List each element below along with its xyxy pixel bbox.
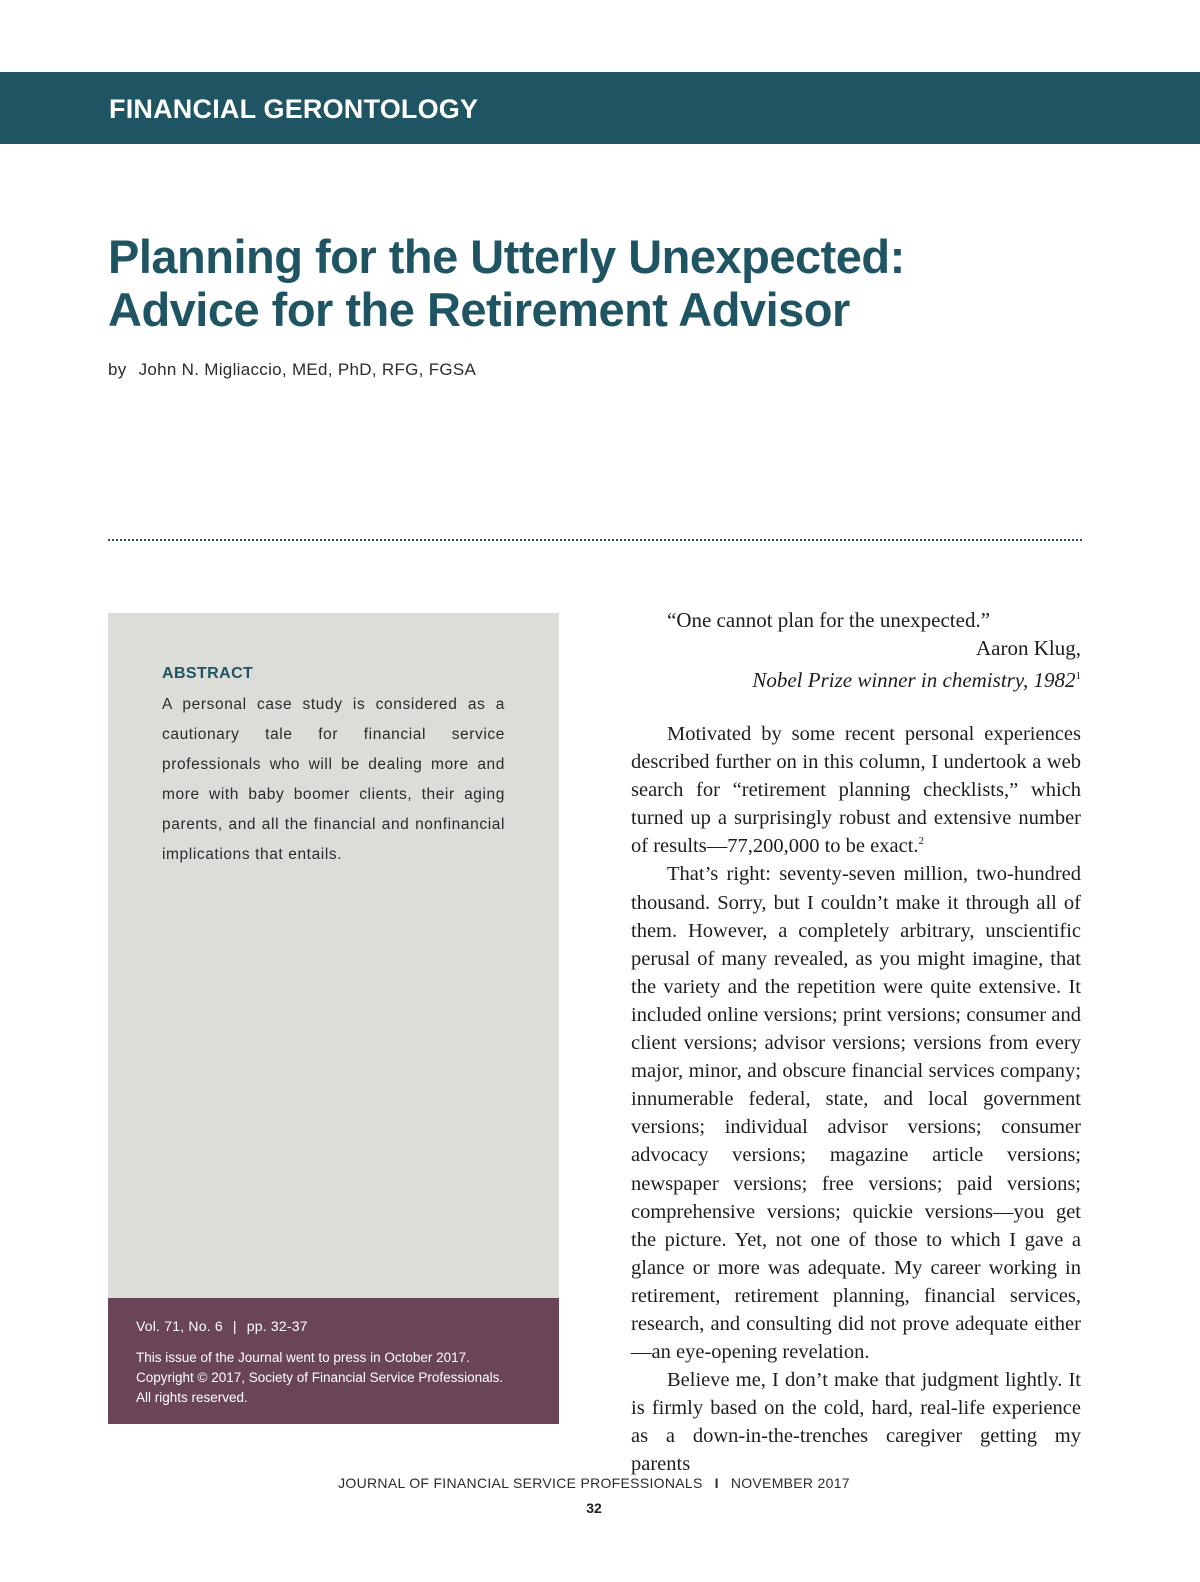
volume-line: [136, 1318, 308, 1334]
article-body: [631, 720, 1081, 1479]
journal-name: JOURNAL OF FINANCIAL SERVICE PROFESSIONALS: [338, 1475, 703, 1491]
article-title-line-2: Advice for the Retirement Advisor: [108, 283, 850, 336]
abstract-text: A personal case study is considered as a cautionary tale for financial service professionals who will be dealing more and more with baby boomer clients, their aging parents, and all the financial and nonfinancial implications that entails.: [162, 696, 505, 863]
page-range: pp. 32-37: [246, 1318, 308, 1334]
page-number: 32: [586, 1500, 602, 1516]
article-title-line-1: Planning for the Utterly Unexpected:: [108, 230, 905, 283]
byline: [108, 360, 476, 380]
issue-date: NOVEMBER 2017: [730, 1475, 850, 1491]
author-name: John N. Migliaccio, MEd, PhD, RFG, FGSA: [138, 360, 477, 379]
press-date-note: This issue of the Journal went to press in October 2017.: [136, 1350, 470, 1365]
section-label: FINANCIAL GERONTOLOGY: [109, 94, 479, 124]
epigraph-attribution-role: [631, 662, 1081, 694]
epigraph-role-text: Nobel Prize winner in chemistry, 1982: [752, 668, 1076, 692]
press-note: [136, 1348, 551, 1408]
dotted-divider: [108, 539, 1082, 541]
footer-separator: I: [714, 1475, 719, 1491]
rights-note: All rights reserved.: [136, 1390, 248, 1405]
body-paragraph-2: That’s right: seventy-seven million, two-hundred thousand. Sorry, but I couldn’t make it through all of them. However, a completely arbitrary, unscientific perusal of many revealed, as you might imagine, that the variety and the repetition were quite extensive. It included online versions; print versions; consumer and client versions; advisor versions; versions from every major, minor, and obscure financial services company; innumerable federal, state, and local government versions; individual advisor versions; consumer advocacy versions; magazine article versions; newspaper versions; free versions; paid versions; comprehensive versions; quickie versions—you get the picture. Yet, not one of those to which I gave a glance or more was adequate. My career working in retirement, retirement planning, financial services, research, and consulting did not prove adequate either—an eye-opening revelation.: [631, 863, 1081, 1364]
footnote-ref-1: 1: [1075, 670, 1081, 682]
body-paragraph-1: [631, 720, 1081, 860]
epigraph: [631, 606, 1081, 694]
epigraph-attribution-name: Aaron Klug,: [976, 636, 1081, 660]
footnote-ref-2: 2: [918, 835, 925, 848]
body-paragraph-1-text: Motivated by some recent personal experiences described further on in this column, I undertook a web search for “retirement planning checklists,” which turned up a surprisingly robust and extensive number of results—77,200,000 to be exact.: [631, 723, 1081, 858]
epigraph-quote: “One cannot plan for the unexpected.”: [667, 608, 991, 632]
running-footer: [0, 1475, 1188, 1491]
byline-prefix: by: [108, 360, 127, 379]
copyright-note: Copyright © 2017, Society of Financial Service Professionals.: [136, 1370, 504, 1385]
volume-separator: |: [232, 1318, 237, 1334]
body-paragraph-3: Believe me, I don’t make that judgment lightly. It is firmly based on the cold, hard, real-life experience as a down-in-the-trenches caregiver getting my parents: [631, 1369, 1081, 1476]
volume-number: Vol. 71, No. 6: [136, 1318, 223, 1334]
abstract-heading: ABSTRACT: [162, 665, 254, 682]
article-title: [108, 230, 1068, 336]
